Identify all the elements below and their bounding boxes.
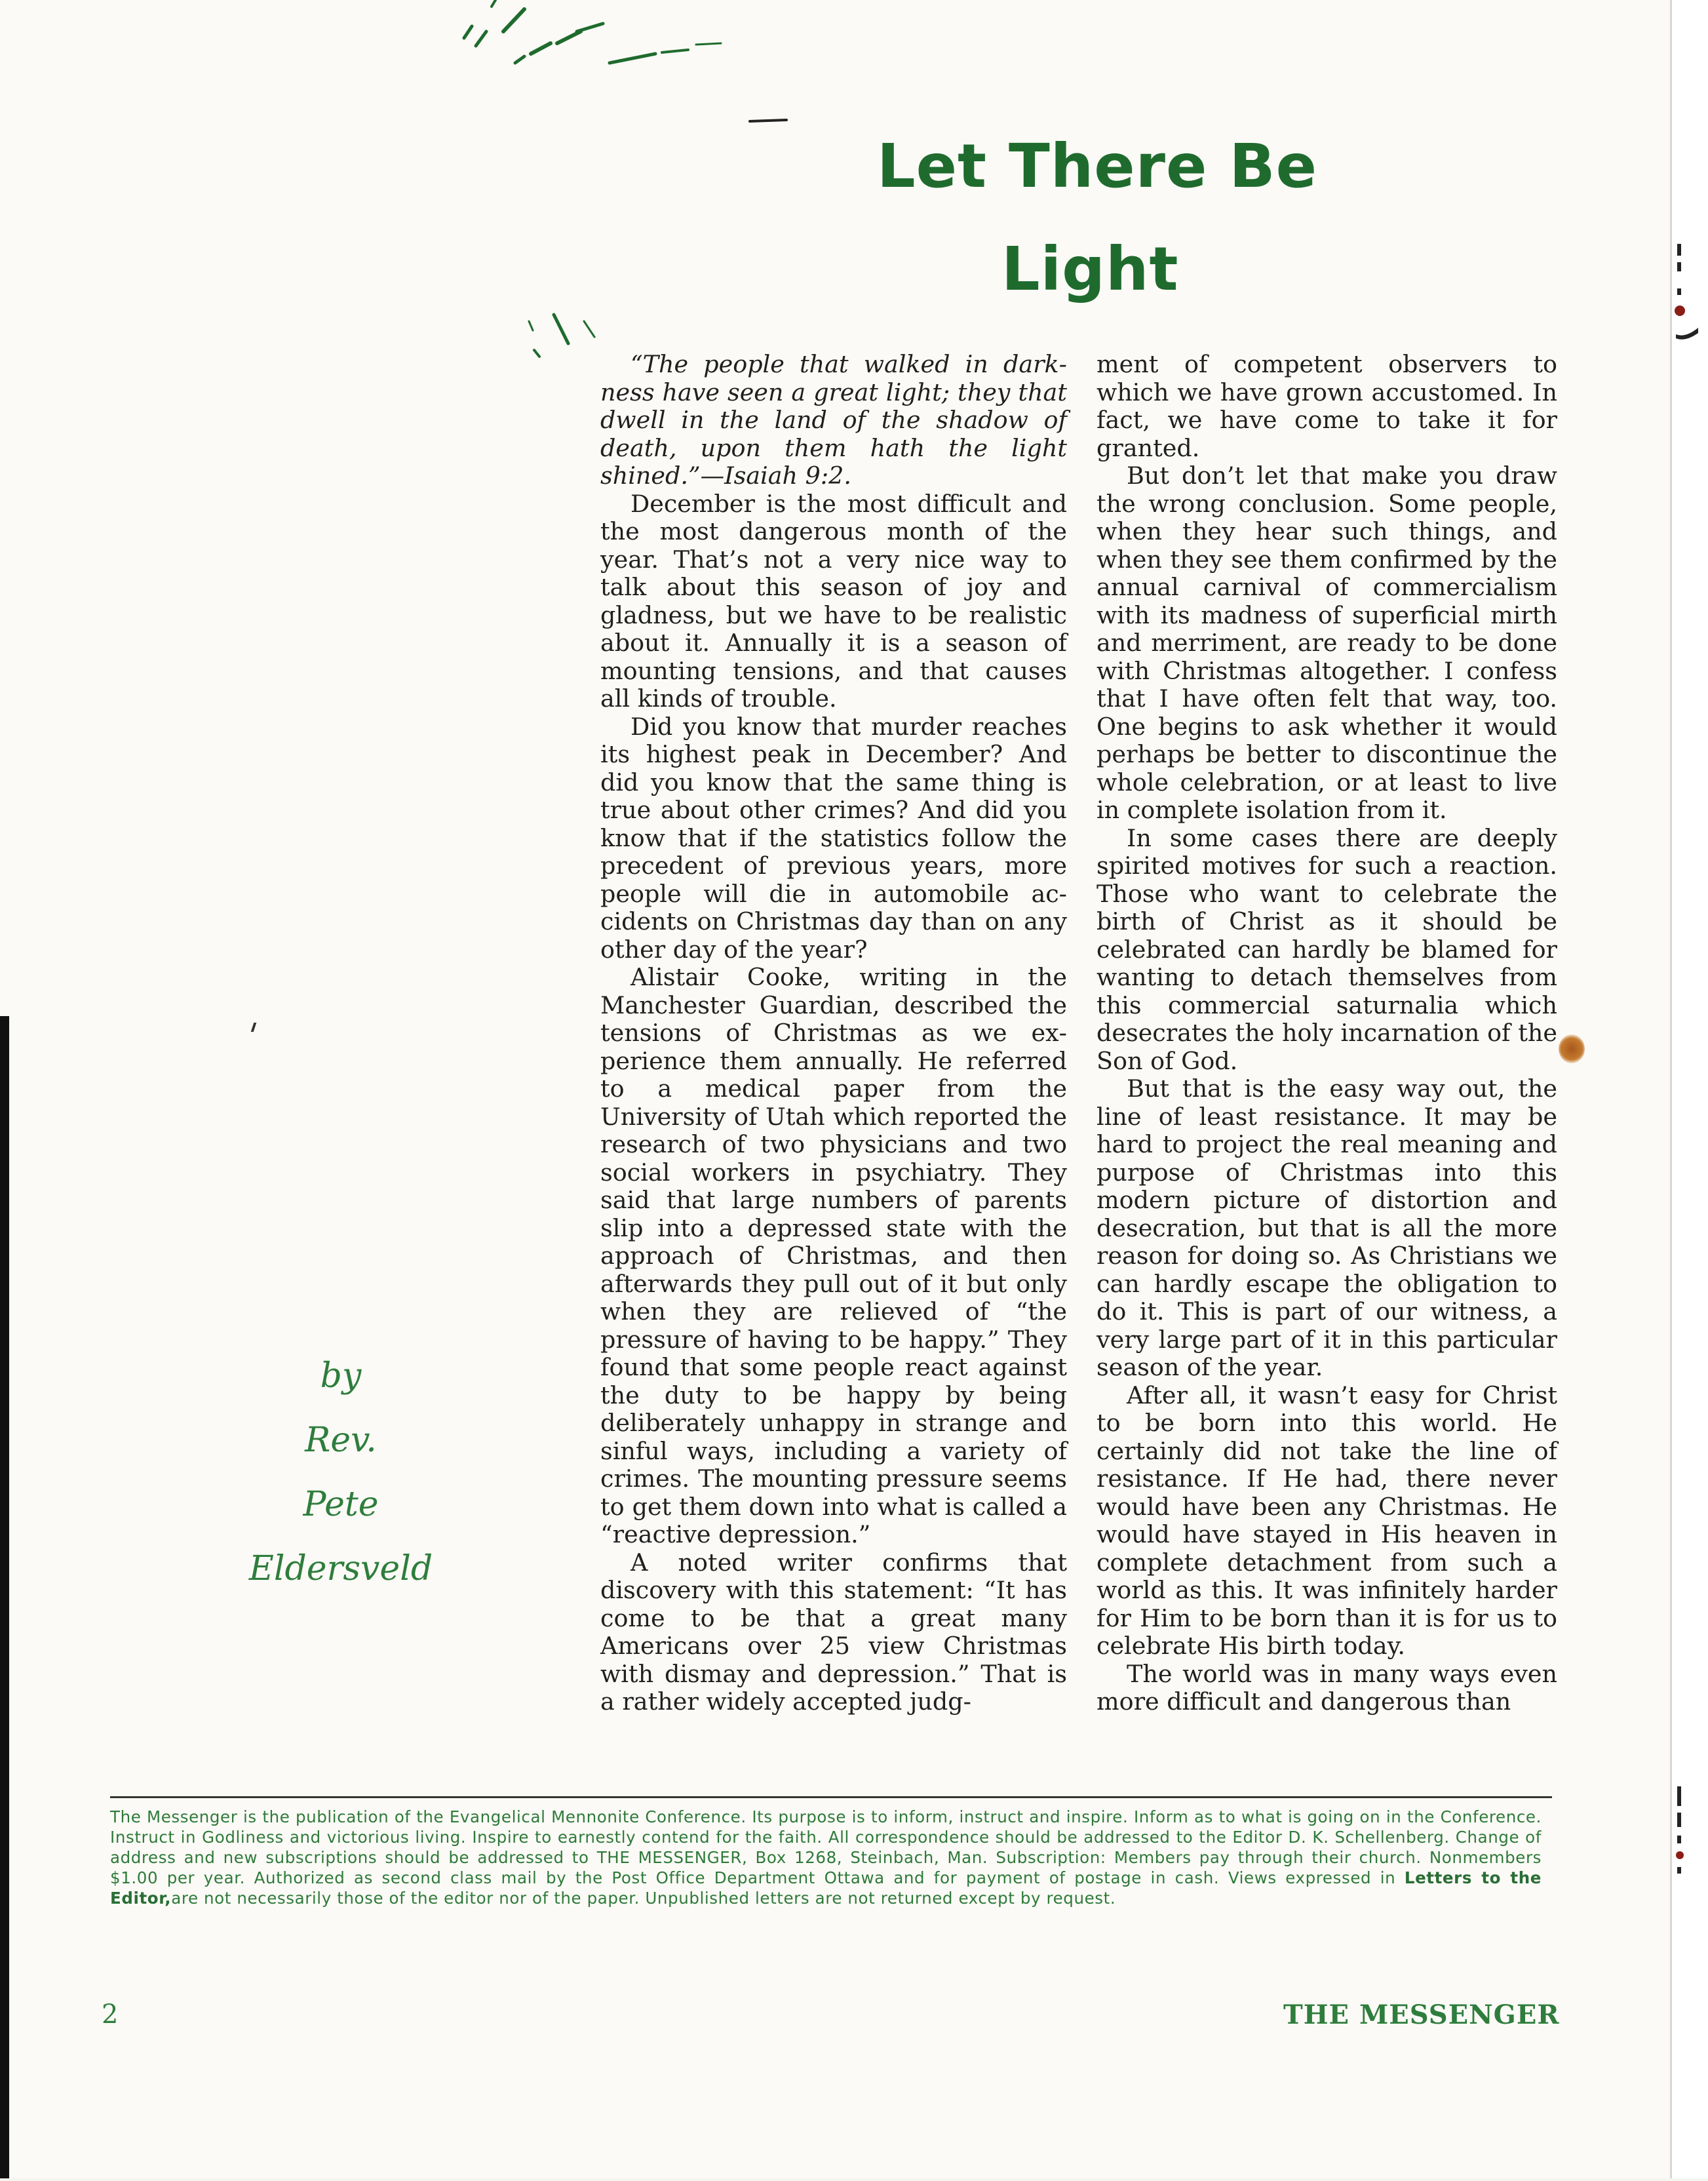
article-column-right — [1097, 351, 1557, 1716]
byline-first-name: Pete — [303, 1485, 379, 1524]
running-head: THE MESSENGER — [1283, 1999, 1560, 2030]
byline-by: by — [320, 1356, 362, 1396]
byline-title: Rev. — [305, 1421, 377, 1460]
paragraph: Alistair Cooke, writing in the Manchester Guardian, described the tensions of Christmas as we experience them annually. He referred to a medical paper from the University of Utah which reported the research of two physicians and two social workers in psychiatry. They said that large numbers of parents slip into a depressed state with the approach of Christmas, and then afterwards they pull out of it but only when they are relieved of “the pressure of having to be happy.” They found that some people react against the duty to be happy by being deliberately unhappy in strange and sinful ways, including a variety of crimes. The mounting pressure seems to get them down into what is called a “reactive depression.” — [600, 963, 1067, 1548]
footer-divider — [110, 1796, 1552, 1798]
article-column-left — [600, 351, 1067, 1716]
ink-stain — [1559, 1034, 1585, 1063]
paragraph: Did you know that murder reaches its highest peak in December? And did you know that the same thing is true about other crimes? And did you know that if the statistics follow the precedent of previous years, more people will die in automobile accidents on Christmas day than on any other day of the year? — [600, 712, 1067, 964]
decorative-dash — [747, 115, 793, 128]
decorative-light-rays — [452, 0, 741, 79]
notice-letters-label: Letters to the Editor, — [110, 1868, 1542, 1908]
paragraph-continued: ment of competent observers to which we have grown accustomed. In fact, we have come to take it for granted. — [1097, 350, 1557, 462]
paragraph: A noted writer confirms that discovery with this statement: “It has come to be that a great many Americans over 25 view Christmas with dismay and depression.” That is a rather widely accepted judg- — [600, 1548, 1067, 1716]
article-title-line-1: Let There Be — [877, 131, 1317, 201]
paragraph: After all, it wasn’t easy for Christ to be born into this world. He certainly did not take the line of resistance. If He had, there never would have been any Christmas. He would have stayed in His heaven in complete detachment from such a world as this. It was infinitely harder for Him to be born than it is for us to celebrate His birth today. — [1097, 1381, 1557, 1660]
scan-edge-shadow — [0, 1016, 9, 2178]
page-number: 2 — [102, 1999, 119, 2030]
byline-last-name: Eldersveld — [248, 1549, 433, 1588]
paragraph: But that is the easy way out, the line of least resistance. It may be hard to project the real meaning and purpose of Christmas into this modern picture of distortion and desecration, but that is all the more reason for doing so. As Christians we can hardly escape the obligation to do it. This is part of our witness, a very large part of it in this particular season of the year. — [1097, 1074, 1557, 1381]
paragraph: The world was in many ways even more difficult and dangerous than — [1097, 1659, 1557, 1716]
paragraph: But don’t let that make you draw the wrong conclusion. Some people, when they hear such things, and when they see them confirmed by the annual carnival of commercialism with its madness of superficial mirth and merriment, are ready to be done with Christmas altogether. I confess that I have often felt that way, too. One begins to ask whether it would perhaps be better to discontinue the whole celebration, or at least to live in complete isolation from it. — [1097, 462, 1557, 824]
notice-text-end: are not necessarily those of the editor nor of the paper. Unpublished letters are not returned except by request. — [171, 1889, 1116, 1908]
stray-mark — [251, 1023, 257, 1032]
notice-text: The Messenger is the publication of the Evangelical Mennonite Conference. Its purpose is to inform, instruct and inspire. Inform as to what is going on in the Conference. Instruct in Godliness and victorious living. Inspire to earnestly contend for the faith. All correspondence should be addressed to the Editor D. K. Schellenberg. Change of address and new subscriptions should be addressed to THE MESSENGER, Box 1268, Steinbach, Man. Subscription: Members pay through their church. Nonmembers $1.00 per year. Authorized as second class mail by the Post Office Department Ottawa and for payment of postage in cash. Views expressed in — [110, 1807, 1542, 1887]
publication-notice — [110, 1807, 1542, 1908]
paragraph: In some cases there are deeply spirited motives for such a reaction. Those who want to celebrate the birth of Christ as it should be celebrated can hardly be blamed for wanting to detach themselves from this commercial saturnalia which desecrates the holy incarnation of the Son of God. — [1097, 823, 1557, 1075]
binding-marks — [1672, 0, 1708, 2178]
paragraph: December is the most difficult and the most dangerous month of the year. That’s not a very nice way to talk about this season of joy and gladness, but we have to be realistic about it. Annually it is a season of mounting tensions, and that causes all kinds of trouble. — [600, 489, 1067, 713]
scan-margin — [1670, 0, 1708, 2178]
scripture-quote: “The people that walked in darkness have seen a great light; they that dwell in the land of the shadow of death, upon them hath the light shined.”—Isaiah 9:2. — [600, 350, 1067, 490]
article-title-line-2: Light — [1001, 234, 1179, 304]
byline — [243, 1344, 439, 1601]
